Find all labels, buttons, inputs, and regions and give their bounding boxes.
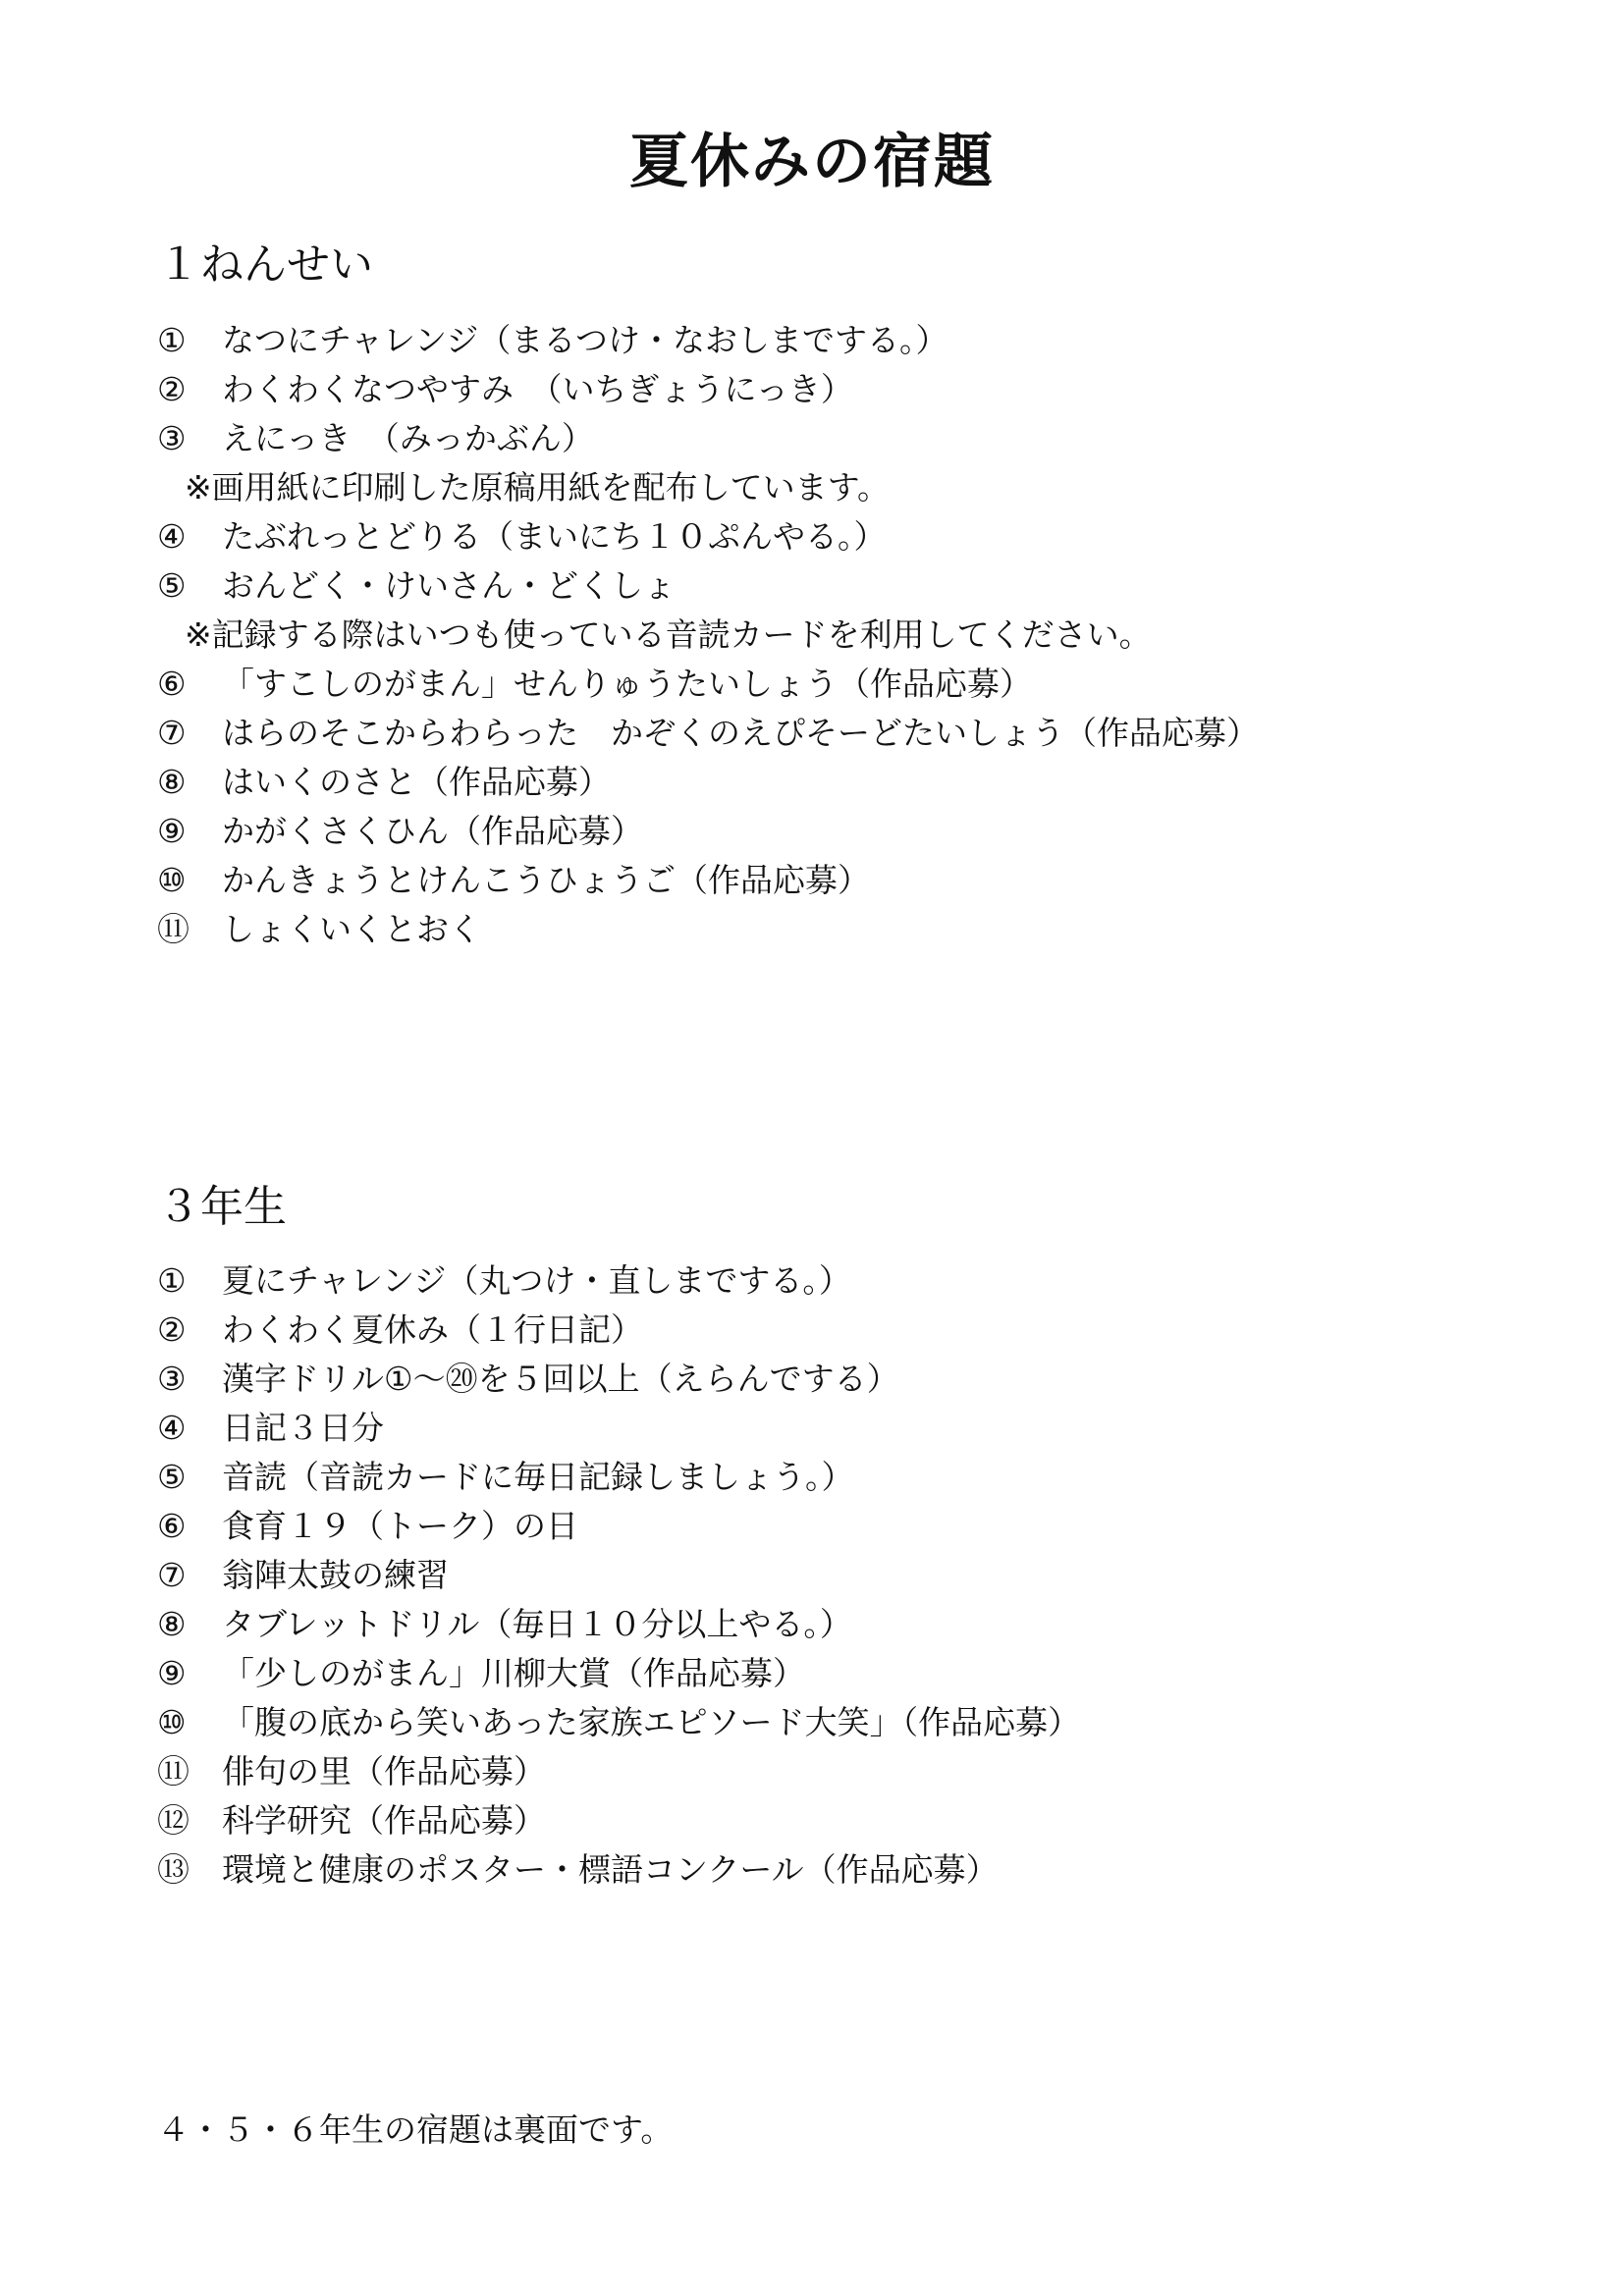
list-item xyxy=(157,365,1532,414)
grade1-homework-list xyxy=(157,316,1532,954)
item-text: 漢字ドリル①～⑳を５回以上（えらんでする） xyxy=(222,1360,899,1398)
item-text: たぶれっとどりる（まいにち１０ぷんやる。） xyxy=(222,517,887,556)
list-item xyxy=(157,660,1532,709)
item-number: ③ xyxy=(157,419,187,457)
note-text: ※画用紙に印刷した原稿用紙を配布しています。 xyxy=(185,468,891,507)
item-number: ② xyxy=(157,1310,187,1349)
item-number: ⑪ xyxy=(157,1752,189,1790)
item-text: 「すこしのがまん」せんりゅうたいしょう（作品応募） xyxy=(222,665,1032,703)
list-item xyxy=(157,512,1532,561)
item-number: ① xyxy=(157,321,187,359)
item-number: ③ xyxy=(157,1360,187,1398)
item-text: 食育１９（トーク）の日 xyxy=(222,1507,578,1545)
grade3-homework-list xyxy=(157,1256,1532,1895)
note-text: ※記録する際はいつも使っている音読カードを利用してください。 xyxy=(185,615,1152,654)
item-text: 翁陣太鼓の練習 xyxy=(222,1556,449,1594)
list-item xyxy=(157,1796,1532,1845)
item-text: 「少しのがまん」川柳大賞（作品応募） xyxy=(222,1654,805,1692)
list-item xyxy=(157,1698,1532,1747)
item-number: ⑩ xyxy=(157,861,187,899)
item-text: おんどく・けいさん・どくしょ xyxy=(222,566,676,605)
item-text: わくわく夏休み（１行日記） xyxy=(222,1310,643,1349)
footer-note: ４・５・６年生の宿題は裏面です。 xyxy=(157,2110,674,2149)
item-text: なつにチャレンジ（まるつけ・なおしまでする。） xyxy=(222,321,948,359)
list-item xyxy=(157,1404,1532,1453)
item-number: ⑦ xyxy=(157,1556,187,1594)
item-text: 音読（音読カードに毎日記録しましょう。） xyxy=(222,1458,854,1496)
item-text: はらのそこからわらった かぞくのえぴそーどたいしょう（作品応募） xyxy=(222,714,1259,752)
grade3-heading: ３年生 xyxy=(157,1182,287,1232)
item-text: 環境と健康のポスター・標語コンクール（作品応募） xyxy=(222,1850,999,1889)
item-number: ⑫ xyxy=(157,1801,189,1840)
list-item xyxy=(157,807,1532,856)
item-text: 科学研究（作品応募） xyxy=(222,1801,546,1840)
list-item xyxy=(157,414,1532,463)
item-text: しょくいくとおく xyxy=(222,910,481,948)
list-item xyxy=(157,1502,1532,1551)
list-item xyxy=(157,905,1532,954)
item-number: ⑤ xyxy=(157,566,187,605)
item-text: タブレットドリル（毎日１０分以上やる。） xyxy=(222,1605,852,1643)
item-number: ⑥ xyxy=(157,1507,187,1545)
item-number: ⑬ xyxy=(157,1850,189,1889)
list-item xyxy=(157,1256,1532,1306)
item-number: ⑧ xyxy=(157,1605,187,1643)
list-item xyxy=(157,709,1532,758)
list-item xyxy=(157,1453,1532,1502)
page-title: 夏休みの宿題 xyxy=(629,128,995,196)
item-number: ⑪ xyxy=(157,910,189,948)
item-number: ② xyxy=(157,370,187,408)
list-item xyxy=(157,1551,1532,1600)
list-item xyxy=(157,1355,1532,1404)
list-note xyxy=(157,463,1532,512)
item-number: ⑨ xyxy=(157,1654,187,1692)
item-text: わくわくなつやすみ （いちぎょうにっき） xyxy=(222,370,853,408)
list-item xyxy=(157,856,1532,905)
item-number: ① xyxy=(157,1261,187,1300)
item-number: ⑩ xyxy=(157,1703,187,1741)
item-number: ④ xyxy=(157,517,187,556)
list-item xyxy=(157,1747,1532,1796)
list-item xyxy=(157,1845,1532,1895)
list-note xyxy=(157,611,1532,660)
grade1-heading: １ねんせい xyxy=(157,240,373,290)
item-text: かんきょうとけんこうひょうご（作品応募） xyxy=(222,861,870,899)
item-number: ⑤ xyxy=(157,1458,187,1496)
item-text: 「腹の底から笑いあった家族エピソード大笑」（作品応募） xyxy=(222,1703,1081,1741)
list-item xyxy=(157,316,1532,365)
item-text: 日記３日分 xyxy=(222,1409,384,1447)
list-item xyxy=(157,561,1532,611)
item-number: ⑥ xyxy=(157,665,187,703)
list-item xyxy=(157,1649,1532,1698)
item-number: ⑦ xyxy=(157,714,187,752)
item-text: かがくさくひん（作品応募） xyxy=(222,812,643,850)
item-number: ④ xyxy=(157,1409,187,1447)
item-text: 夏にチャレンジ（丸つけ・直しまでする。） xyxy=(222,1261,851,1300)
item-text: えにっき （みっかぶん） xyxy=(222,419,594,457)
list-item xyxy=(157,1306,1532,1355)
item-text: 俳句の里（作品応募） xyxy=(222,1752,546,1790)
item-text: はいくのさと（作品応募） xyxy=(222,763,611,801)
list-item xyxy=(157,1600,1532,1649)
list-item xyxy=(157,758,1532,807)
item-number: ⑧ xyxy=(157,763,187,801)
item-number: ⑨ xyxy=(157,812,187,850)
